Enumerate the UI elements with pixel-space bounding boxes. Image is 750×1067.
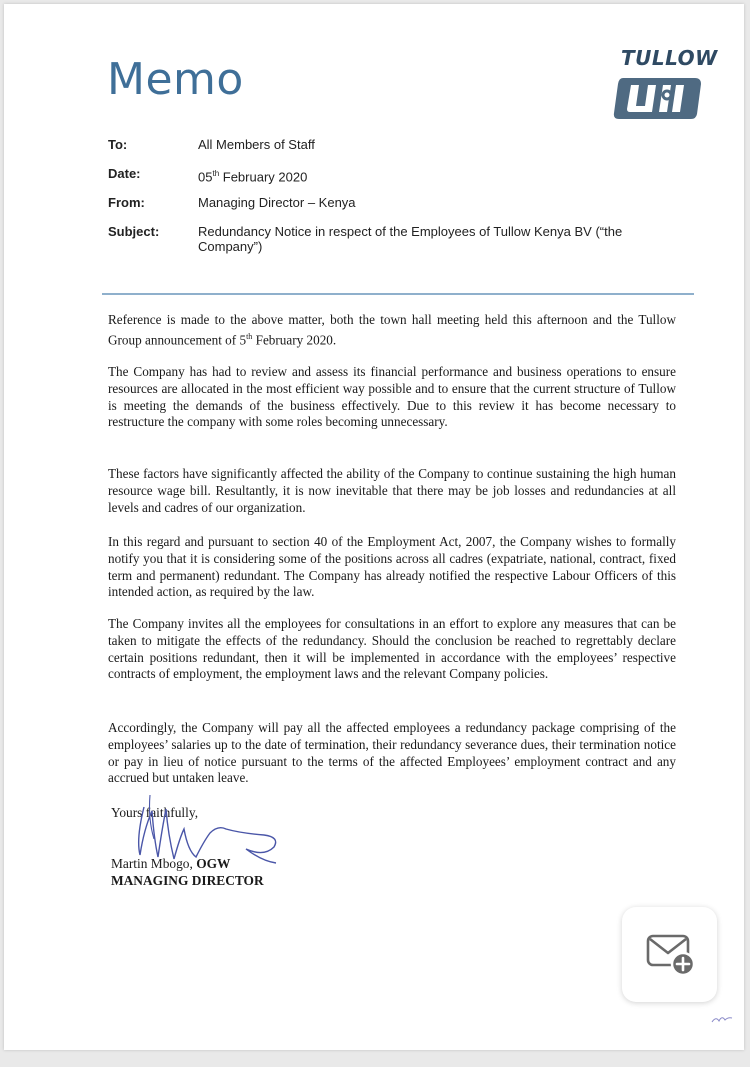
margin-scribble bbox=[710, 1012, 736, 1026]
paragraph-factors: These factors have significantly affected the ability of the Company to continue sustaining the high human resource wage bill. Resultantly, it is now inevitable that there may be job losses and redundancies at all levels and cadres of our organization. bbox=[108, 466, 676, 515]
paragraph-review: The Company has had to review and assess its financial performance and business operations to ensure resources are allocated in the most efficient way possible and to ensure that the current structure of Tullow is meeting the demands of the business effectively. Due to this review it has become necessary to restructure the company with some roles becoming unnecessary. bbox=[108, 364, 676, 430]
to-value: All Members of Staff bbox=[198, 137, 315, 152]
signatory-role: MANAGING DIRECTOR bbox=[111, 873, 264, 888]
paragraph-reference-date: February 2020. bbox=[252, 332, 337, 348]
tullow-logo bbox=[609, 46, 718, 126]
mail-add-icon bbox=[622, 907, 717, 1002]
paragraph-employment-act: In this regard and pursuant to section 40 of the Employment Act, 2007, the Company wishes to formally notify you that it is considering some of the positions across all cadres (expatriate, national, contract, fixed term and permanent) redundant. The Company has already notified the respective Labour Officers of this intended action, as required by the law. bbox=[108, 534, 676, 600]
date-value bbox=[198, 166, 668, 184]
salutation: Yours faithfully, bbox=[111, 805, 199, 820]
paragraph-reference-sup: th bbox=[246, 331, 253, 341]
date-day: 05 bbox=[198, 169, 213, 185]
subject-label: Subject: bbox=[108, 224, 160, 239]
to-label: To: bbox=[108, 137, 128, 152]
logo-text: TULLOW bbox=[621, 46, 718, 70]
date-suffix: th bbox=[212, 169, 220, 178]
subject-value: Redundancy Notice in respect of the Employees of Tullow Kenya BV (“the Company”) bbox=[198, 224, 623, 254]
signatory-honor: OGW bbox=[196, 856, 231, 871]
date-label: Date: bbox=[108, 166, 141, 181]
from-value: Managing Director – Kenya bbox=[198, 195, 356, 210]
memo-page bbox=[4, 4, 744, 1050]
paragraph-consultation: The Company invites all the employees for consultations in an effort to explore any measures that can be taken to mitigate the effects of the redundancy. Should the conclusion be reached to regrettably declare certain positions redundant, then it will be implemented in accordance with the employees’ respective contracts of employment, the employment laws and the relevant Company policies. bbox=[108, 616, 676, 682]
paragraph-reference-text: Reference is made to the above matter, both the town hall meeting held this afternoon and the Tullow Group announcement of 5 bbox=[108, 312, 676, 348]
add-to-mail-button[interactable] bbox=[622, 907, 717, 1002]
date-month-year: February 2020 bbox=[219, 169, 308, 185]
signatory-name: Martin Mbogo, bbox=[111, 856, 197, 871]
signatory-line bbox=[111, 856, 230, 872]
paragraph-package: Accordingly, the Company will pay all the affected employees a redundancy package comprising of the employees’ salaries up to the date of termination, their redundancy severance dues, their termination notice or pay in lieu of notice pursuant to the terms of the affected Employees’ employment contract and any accrued but untaken leave. bbox=[108, 720, 676, 786]
paragraph-reference bbox=[108, 312, 676, 349]
tullow-logo-mark bbox=[609, 46, 709, 126]
from-label: From: bbox=[108, 195, 145, 210]
header-divider bbox=[102, 293, 694, 295]
memo-title: Memo bbox=[107, 54, 244, 105]
